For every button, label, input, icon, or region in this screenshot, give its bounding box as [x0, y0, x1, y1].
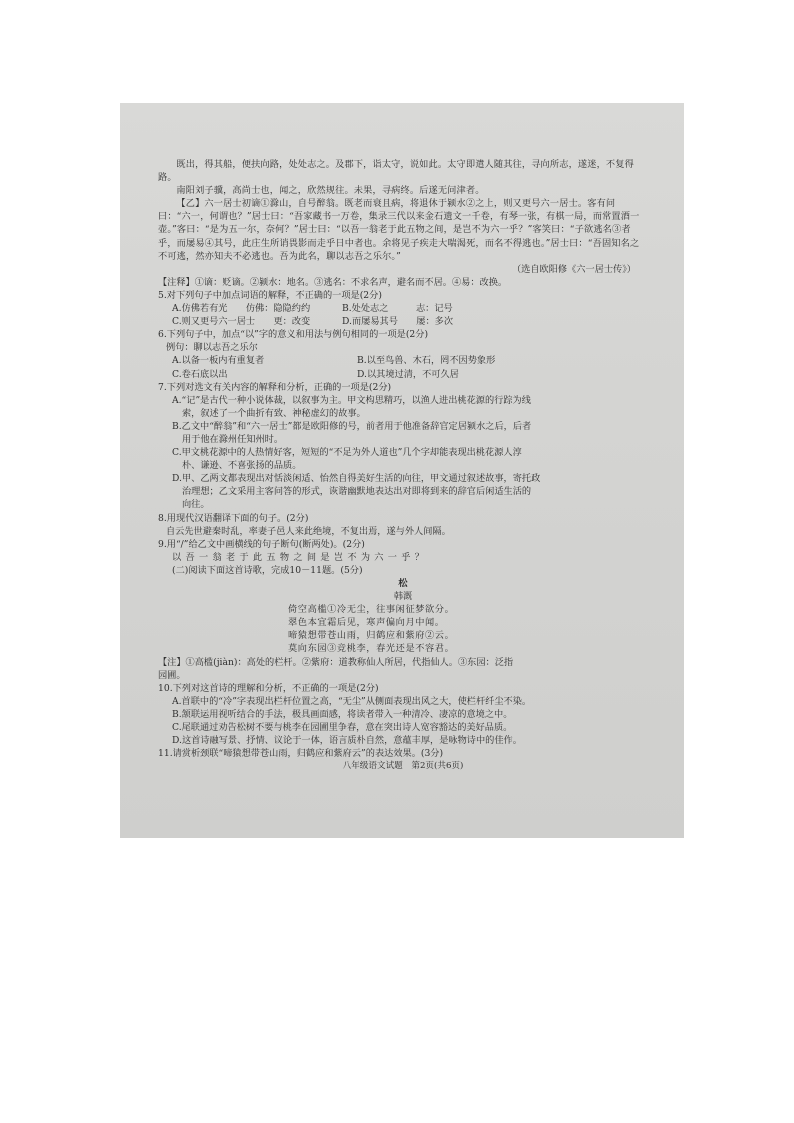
page-footer: 八年级语文试题 第2页(共6页)	[342, 761, 464, 772]
question-stem: 5.对下列句子中加点词语的解释，不正确的一项是(2分)	[158, 289, 382, 301]
translate-sentence: 自云先世避秦时乱，率妻子邑人来此绝境，不复出焉，遂与外人间隔。	[166, 525, 451, 537]
question-7	[158, 381, 648, 512]
option-c: C.甲文桃花源中的人热情好客，短短的“不足为外人道也”几个字却能表现出桃花源人淳	[172, 447, 522, 459]
poem-line: 莫向东园③竞桃李，春光还是不容君。	[288, 643, 455, 655]
question-stem: 11.请赏析颈联“啼猿想带苍山雨，归鹤应和紫府云”的表达效果。(3分)	[158, 748, 444, 760]
scanned-exam-page	[120, 103, 684, 838]
passage-jia-text: 南阳刘子骥，高尚士也，闻之，欣然规往。未果，寻病终。后遂无问津者。	[176, 185, 485, 197]
option-b: B.颔联运用视听结合的手法，极具画面感，将读者带入一种清冷、凄凉的意境之中。	[172, 708, 513, 720]
question-stem: 6.下列句子中，加点“以”字的意义和用法与例句相同的一项是(2分)	[158, 329, 429, 341]
question-9	[158, 538, 648, 564]
poem-line: 倚空高槛①冷无尘，往事闲征梦欲分。	[288, 604, 455, 616]
question-5	[158, 289, 648, 328]
example-sentence: 例句：聊以志吾之乐尔	[166, 342, 258, 354]
option-a: A.仿佛若有光 仿佛：隐隐约约	[172, 303, 311, 315]
option-d: D.甲、乙两文都表现出对恬淡闲适、怡然自得美好生活的向往，甲文通过叙述故事，寄托政	[172, 473, 541, 485]
option-d-cont: 向往。	[182, 499, 210, 511]
question-stem: 7.下列对选文有关内容的解释和分析，正确的一项是(2分)	[158, 381, 392, 393]
question-11	[158, 747, 648, 760]
options-row	[158, 315, 648, 328]
poem	[158, 577, 648, 682]
option-a: A.“记”是古代一种小说体裁，以叙事为主。甲文构思精巧，以渔人进出桃花源的行踪为线	[172, 394, 531, 406]
option-a-cont: 索，叙述了一个曲折有致、神秘虚幻的故事。	[182, 407, 366, 419]
exam-content	[158, 158, 648, 773]
question-10	[158, 682, 648, 747]
options-row	[158, 354, 648, 367]
option-d-cont: 治理想；乙文采用主客问答的形式，诙谐幽默地表达出对即将到来的辞官后闲适生活的	[182, 486, 532, 498]
option-c: C.卷石底以出	[172, 368, 228, 380]
question-stem: 9.用“/”给乙文中画横线的句子断句(断两处)。(2分)	[158, 538, 365, 550]
poem-notes: 【注】①高槛(jiàn)：高处的栏杆。②紫府：道教称仙人所居，代指仙人。③东园：泛指	[158, 656, 514, 668]
poem-notes-cont: 园圃。	[158, 669, 186, 681]
option-b: B.处处志之 志：记号	[342, 303, 453, 315]
poem-line: 啼猿想带苍山雨，归鹤应和紫府②云。	[288, 630, 455, 642]
option-d: D.这首诗融写景、抒情、议论于一体，语言质朴自然，意蕴丰厚，是咏物诗中的佳作。	[172, 735, 522, 747]
option-c-cont: 朴、谦逊、不喜张扬的品质。	[182, 460, 302, 472]
passage-source: （选自欧阳修《六一居士传》）	[511, 263, 636, 275]
option-b: B.乙文中“醉翁”和“六一居士”都是欧阳修的号，前者用于他准备辞官定居颍水之后，后者	[172, 420, 532, 432]
option-d: D.而屡易其号 屡：多次	[342, 316, 454, 328]
question-6	[158, 328, 648, 380]
question-stem: 8.用现代汉语翻译下面的句子。(2分)	[158, 512, 309, 524]
option-d: D.以其境过清，不可久居	[357, 368, 459, 380]
option-b: B.以至鸟兽、木石，罔不因势象形	[357, 355, 496, 367]
poem-title: 松	[398, 578, 408, 589]
option-a: A.以备一板内有重复者	[172, 355, 265, 367]
option-b-cont: 用于他在滁州任知州时。	[182, 433, 284, 445]
section-heading: (二)阅读下面这首诗歌，完成10－11题。(5分)	[172, 564, 363, 576]
options-row	[158, 302, 648, 315]
poem-author: 韩溉	[393, 591, 413, 603]
question-8	[158, 512, 648, 538]
punctuate-sentence: 以吾一翁老于此五物之间是岂不为六一乎？	[172, 551, 429, 563]
option-c: C.尾联通过劝告松树不要与桃李在园圃里争春，意在突出诗人宽容豁达的美好品质。	[172, 722, 513, 734]
passage-notes: 【注释】①谪：贬谪。②颍水：地名。③逃名：不求名声，避名而不居。④易：改换。	[158, 276, 508, 288]
option-c: C.则又更号六一居士 更：改变	[172, 316, 311, 328]
option-a: A.首联中的“冷”字表现出栏杆位置之高，“无尘”从侧面表现出风之大，使栏杆纤尘不染。	[172, 695, 532, 707]
passage-yi-text: 【乙】六一居士初谪①滁山，自号醉翁。既老而衰且病，将退休于颍水②之上，则又更号六一居士。客有问曰：“六一，何谓也？”居士曰：“吾家藏书一万卷，集录三代以来金石遗文一千卷，有琴一张，有棋一局，而常置酒一壶。”客曰：“是为五一尔，奈何？”居士曰：“以吾一翁老于此五物之间，是岂不为六一乎？”客笑曰：“子欲逃名③者乎，而屡易④其号，此庄生所诮畏影而走乎日中者也。余将见子疾走大喘渴死，而名不得逃也。”居士曰：“吾固知名之不可逃，然亦知夫不必逃也。吾为此名，聊以志吾之乐尔。”	[158, 198, 640, 262]
options-row	[158, 368, 648, 381]
passage-jia-text: 既出，得其船，便扶向路，处处志之。及郡下，诣太守，说如此。太守即遣人随其往，寻向所志，遂迷，不复得路。	[158, 159, 634, 184]
question-stem: 10.下列对这首诗的理解和分析，不正确的一项是(2分)	[158, 682, 379, 694]
poem-line: 翠色本宜霜后见，寒声偏向月中闻。	[288, 617, 445, 629]
